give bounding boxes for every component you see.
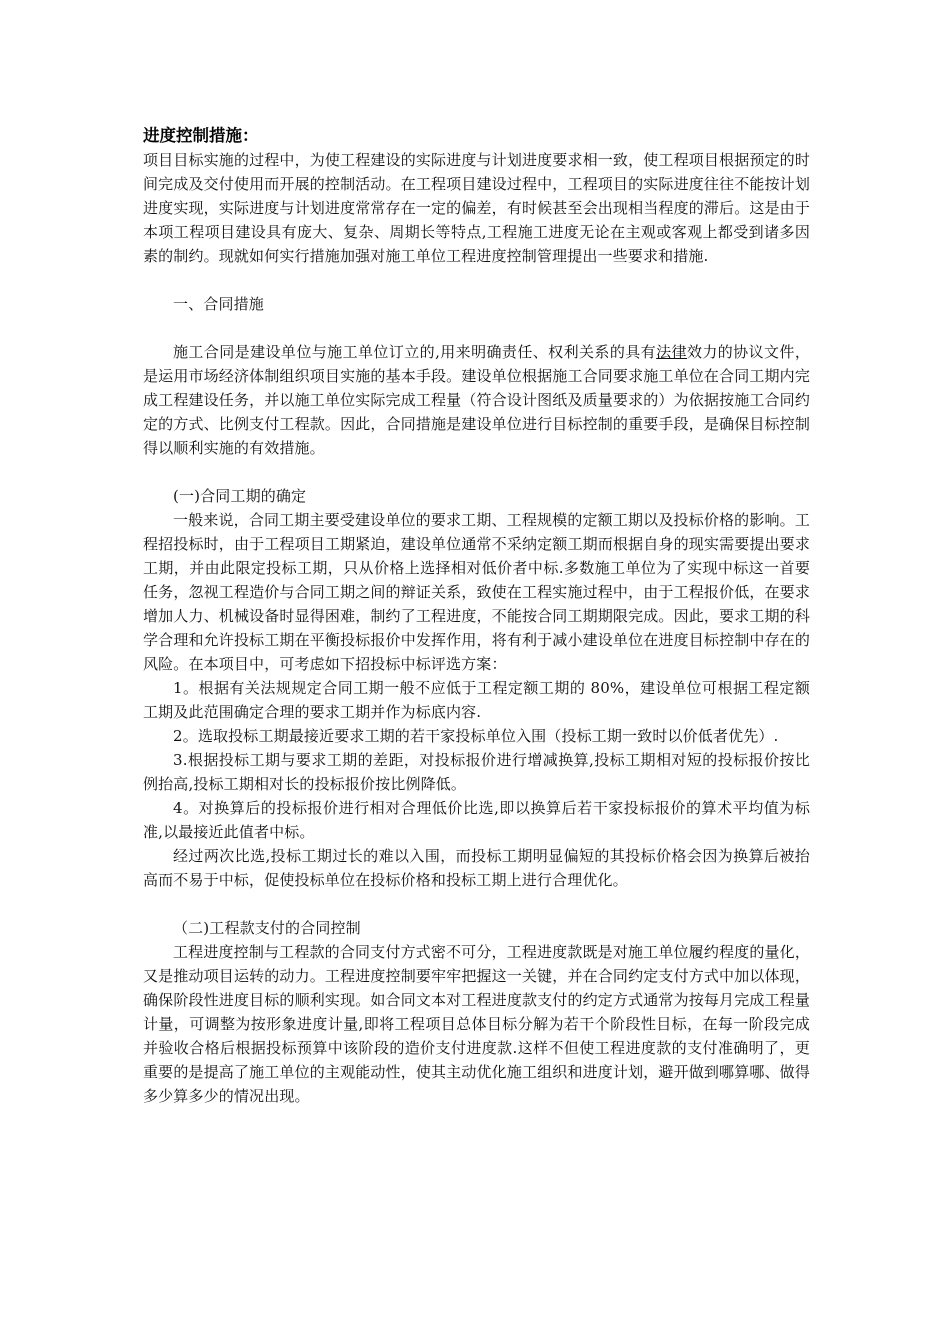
payment-control-paragraph: 工程进度控制与工程款的合同支付方式密不可分，工程进度款既是对施工单位履约程度的量化，又是推动项目运转的动力。工程进度控制要牢牢把握这一关键，并在合同约定支付方式中加以体现，确保阶段性进度目标的顺利实现。如合同文本对工程进度款支付的约定方式通常为按每月完成工程量计量，可调整为按形象进度计量,即将工程项目总体目标分解为若干个阶段性目标，在每一阶段完成并验收合格后根据投标预算中该阶段的造价支付进度款.这样不但使工程进度款的支付准确明了，更重要的是提高了施工单位的主观能动性，使其主动优化施工组织和进度计划，避开做到哪算哪、做得多少算多少的情况出现。 <box>143 943 810 1105</box>
subsection-heading-payment-control: （二)工程款支付的合同控制 <box>173 919 361 937</box>
list-item: 3.根据投标工期与要求工期的差距，对投标报价进行增减换算,投标工期相对短的投标报价按比例抬高,投标工期相对长的投标报价按比例降低。 <box>143 751 810 793</box>
contract-para-part2: 效力的协议文件，是运用市场经济体制组织项目实施的基本手段。建设单位根据施工合同要求施工单位在合同工期内完成工程建设任务，并以施工单位实际完成工程量（符合设计图纸及质量要求的）为依据按施工合同约定的方式、比例支付工程款。因此，合同措施是建设单位进行目标控制的重要手段，是确保目标控制得以顺利实施的有效措施。 <box>143 343 811 457</box>
contract-para-part1: 施工合同是建设单位与施工单位订立的,用来明确责任、权利关系的具有 <box>173 343 657 361</box>
section-heading-contract-measures: 一、合同措施 <box>173 295 264 313</box>
page-title: 进度控制措施： <box>143 126 259 145</box>
spacer <box>143 460 810 484</box>
intro-paragraph: 项目目标实施的过程中，为使工程建设的实际进度与计划进度要求相一致，使工程项目根据预定的时间完成及交付使用而开展的控制活动。在工程项目建设过程中，工程项目的实际进度往往不能按计划进度实现，实际进度与计划进度常常存在一定的偏差，有时候甚至会出现相当程度的滞后。这是由于本项工程项目建设具有庞大、复杂、周期长等特点,工程施工进度无论在主观或客观上都受到诸多因素的制约。现就如何实行措施加强对施工单位工程进度控制管理提出一些要求和措施. <box>143 151 810 265</box>
law-link[interactable]: 法律 <box>656 343 687 361</box>
list-item: 4。对换算后的投标报价进行相对合理低价比选,即以换算后若干家投标报价的算术平均值为标准,以最接近此值者中标。 <box>143 799 810 841</box>
spacer <box>143 316 810 340</box>
list-item: 1。根据有关法规规定合同工期一般不应低于工程定额工期的 80%，建设单位可根据工程定额工期及此范围确定合理的要求工期并作为标底内容. <box>143 679 810 721</box>
contract-period-paragraph: 一般来说，合同工期主要受建设单位的要求工期、工程规模的定额工期以及投标价格的影响。工程招投标时，由于工程项目工期紧迫，建设单位通常不采纳定额工期而根据自身的现实需要提出要求工期，并由此限定投标工期，只从价格上选择相对低价者中标.多数施工单位为了实现中标这一首要任务，忽视工程造价与合同工期之间的辩证关系，致使在工程实施过程中，由于工程报价低，在要求增加人力、机械设备时显得困难，制约了工程进度，不能按合同工期期限完成。因此，要求工期的科学合理和允许投标工期在平衡投标报价中发挥作用，将有利于减小建设单位在进度目标控制中存在的风险。在本项目中，可考虑如下招投标中标评选方案： <box>143 511 810 673</box>
spacer <box>143 268 810 292</box>
list-item: 2。选取投标工期最接近要求工期的若干家投标单位入围（投标工期一致时以价低者优先）. <box>173 727 779 745</box>
contract-measures-paragraph <box>143 340 810 460</box>
document-body <box>143 124 810 1108</box>
contract-period-closing: 经过两次比选,投标工期过长的难以入围，而投标工期明显偏短的其投标价格会因为换算后被抬高而不易于中标，促使投标单位在投标价格和投标工期上进行合理优化。 <box>143 847 810 889</box>
spacer <box>143 892 810 916</box>
subsection-heading-contract-period: (一)合同工期的确定 <box>173 487 307 505</box>
